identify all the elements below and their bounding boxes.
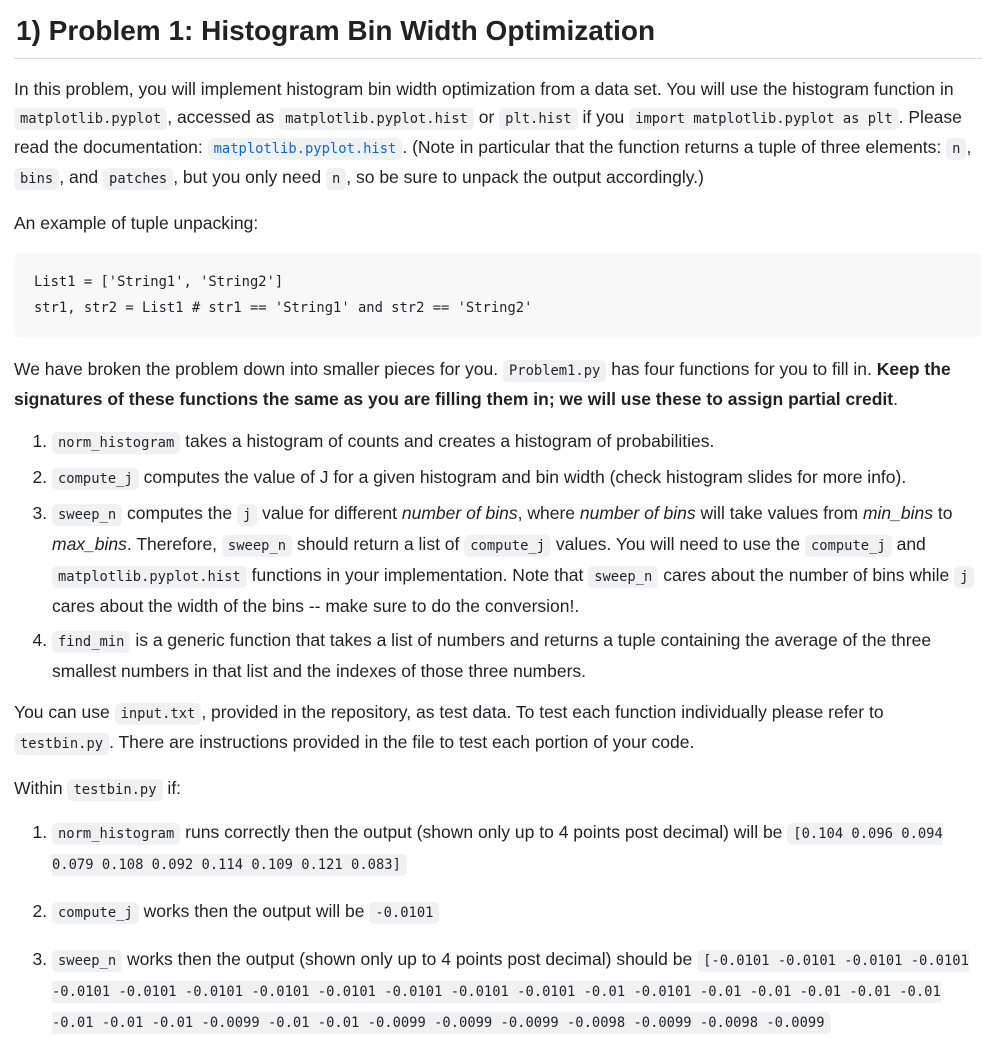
inline-code: norm_histogram <box>52 823 180 845</box>
code-line: str1, str2 = List1 # str1 == 'String1' and str2 == 'String2' <box>34 299 533 316</box>
testing-paragraph: You can use input.txt , provided in the repository, as test data. To test each function individually please refer to testbin.py . There are instructions provided in the file to test each portion of your code. <box>14 698 982 758</box>
inline-code: plt.hist <box>499 108 577 130</box>
inline-code: sweep_n <box>52 504 122 526</box>
inline-code: import matplotlib.pyplot as plt <box>629 108 899 130</box>
documentation-link[interactable]: matplotlib.pyplot.hist <box>208 138 403 160</box>
inline-code: bins <box>14 168 59 190</box>
inline-code: find_min <box>52 631 130 653</box>
inline-code: norm_histogram <box>52 432 180 454</box>
list-item: 4. find_min is a generic function that takes a list of numbers and returns a tuple containing the average of the three smallest numbers in that list and the indexes of those three numbers. <box>52 626 982 686</box>
list-item: 2. compute_j computes the value of J for a given histogram and bin width (check histogram slides for more info). <box>52 463 982 494</box>
output-code: [-0.0101 -0.0101 -0.0101 -0.0101 -0.0101 -0.0101 -0.0101 -0.0101 -0.0101 -0.0101 -0.0101 -0.0101 -0.01 -0.0101 -0.01 -0.01 -0.01 -0.01 -0.01 -0.01 -0.01 -0.01 -0.0099 -0.01 -0.01 -0.0099 -0.0099 -0.0099 -0.0098 -0.0099 -0.0098 -0.0099 <box>52 950 969 1034</box>
output-code: -0.0101 <box>369 902 439 924</box>
inline-code: j <box>954 566 974 588</box>
within-paragraph: Within testbin.py if: <box>14 774 982 804</box>
inline-code: matplotlib.pyplot <box>14 108 167 130</box>
inline-code: compute_j <box>52 468 139 490</box>
list-item: 1. norm_histogram runs correctly then the output (shown only up to 4 points post decimal) will be [0.104 0.096 0.094 0.079 0.108 0.092 0.114 0.109 0.121 0.083] <box>52 818 982 880</box>
inline-code: testbin.py <box>67 779 162 801</box>
list-item: 3. sweep_n works then the output (shown only up to 4 points post decimal) should be [-0.0101 -0.0101 -0.0101 -0.0101 -0.0101 -0.0101 -0.0101 -0.0101 -0.0101 -0.0101 -0.0101 -0.0101 -0.01 -0.0101 -0.01 -0.01 -0.01 -0.01 -0.01 -0.01 -0.01 -0.01 -0.0099 -0.01 -0.01 -0.0099 -0.0099 -0.0099 -0.0098 -0.0099 -0.0098 -0.0099 <box>52 945 982 1038</box>
output-code: [0.104 0.096 0.094 0.079 0.108 0.092 0.114 0.109 0.121 0.083] <box>52 823 943 876</box>
inline-code: sweep_n <box>222 535 292 557</box>
inline-code: compute_j <box>464 535 551 557</box>
inline-code: sweep_n <box>52 950 122 972</box>
intro-paragraph: In this problem, you will implement histogram bin width optimization from a data set. You will use the histogram function in matplotlib.pyplot , accessed as matplotlib.pyplot.hist or plt.hist if you import matplotlib.pyplot as plt . Please read the documentation: matplotlib.pyplot.hist . (Note in particular that the function returns a tuple of three elements: n , bins , and patches , but you only need n , so be sure to unpack the output accordingly.) <box>14 75 982 193</box>
inline-code: Problem1.py <box>503 360 606 382</box>
code-line: List1 = ['String1', 'String2'] <box>34 273 284 290</box>
inline-code: matplotlib.pyplot.hist <box>52 566 247 588</box>
bold-note: Keep the signatures of these functions the same as you are filling them in; we will use these to assign partial credit <box>14 358 951 409</box>
results-list <box>14 818 982 1038</box>
breakdown-paragraph: We have broken the problem down into smaller pieces for you. Problem1.py has four functions for you to fill in. Keep the signatures of these functions the same as you are filling them in; we will use these to assign partial credit. <box>14 358 951 409</box>
function-list <box>14 427 982 686</box>
inline-code: compute_j <box>805 535 892 557</box>
list-item: 2. compute_j works then the output will be -0.0101 <box>52 897 982 928</box>
list-item: 3. sweep_n computes the j value for different number of bins, where number of bins will take values from min_bins to max_bins. Therefore, sweep_n should return a list of compute_j values. You will need to use the compute_j and matplotlib.pyplot.hist functions in your implementation. Note that sweep_n cares about the number of bins while j cares about the width of the bins -- make sure to do the conversion!. <box>52 499 982 621</box>
page-title: 1) Problem 1: Histogram Bin Width Optimization <box>14 14 982 59</box>
inline-code: n <box>946 138 966 160</box>
tuple-intro: An example of tuple unpacking: <box>14 212 259 233</box>
list-item: 1. norm_histogram takes a histogram of counts and creates a histogram of probabilities. <box>52 427 982 458</box>
inline-code: compute_j <box>52 902 139 924</box>
inline-code: matplotlib.pyplot.hist <box>279 108 474 130</box>
inline-code: testbin.py <box>14 733 109 755</box>
code-block <box>14 253 982 337</box>
inline-code: n <box>326 168 346 190</box>
inline-code: j <box>237 504 257 526</box>
inline-code: sweep_n <box>588 566 658 588</box>
inline-code: patches <box>103 168 173 190</box>
inline-code: input.txt <box>115 703 202 725</box>
